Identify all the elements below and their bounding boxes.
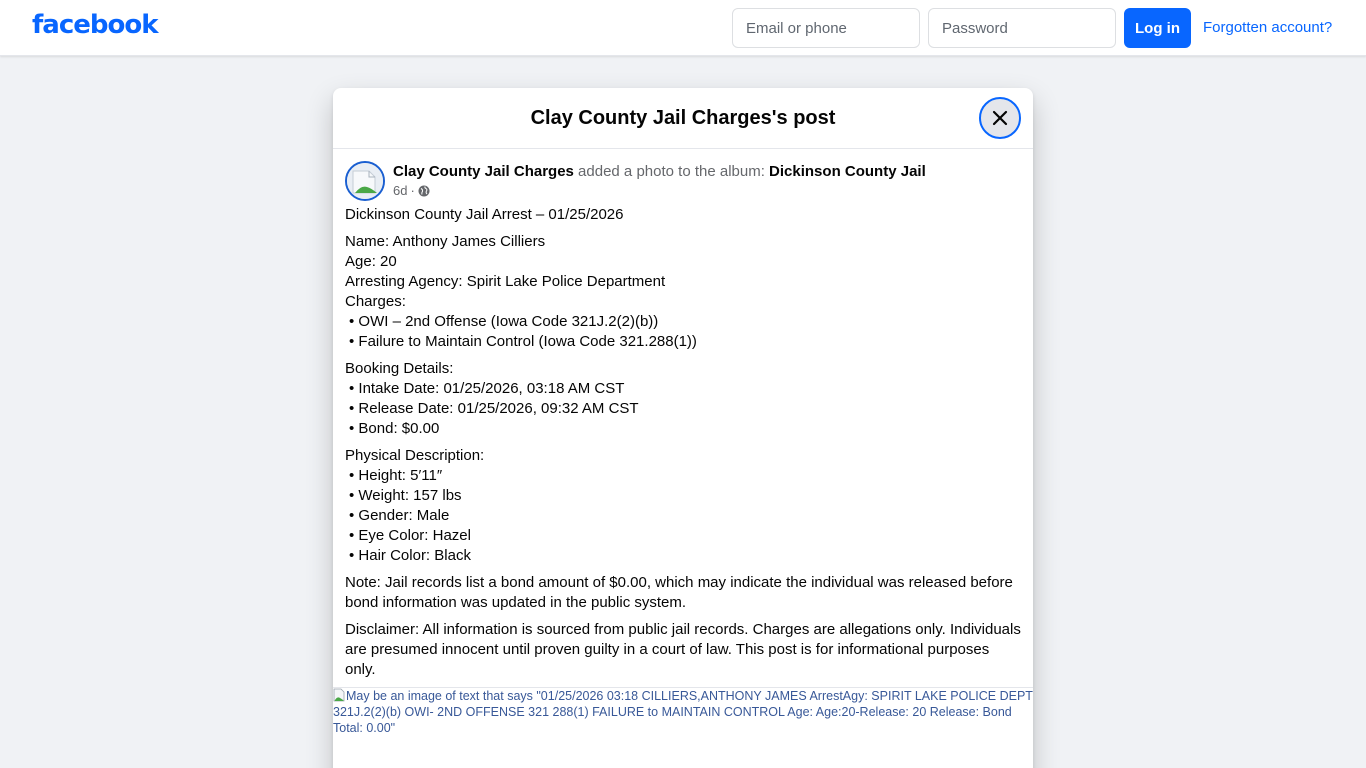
post-photo[interactable] — [333, 687, 1033, 736]
booking-item: • Intake Date: 01/25/2026, 03:18 AM CST — [349, 380, 625, 397]
detail-line: Name: Anthony James Cilliers — [345, 233, 546, 250]
email-input[interactable] — [732, 8, 920, 48]
post-time-link[interactable]: 6d — [393, 183, 408, 198]
post-note: Note: Jail records list a bond amount of $0.00, which may indicate the individual was released before bond information was updated in the public system. — [345, 574, 1013, 611]
action-text: added a photo to the album: — [573, 163, 770, 180]
physical-heading: Physical Description: — [345, 447, 485, 464]
booking-heading: Booking Details: — [345, 360, 454, 377]
author-name-link[interactable]: Clay County Jail Charges — [393, 163, 574, 180]
forgotten-account-link[interactable]: Forgotten account? — [1203, 19, 1333, 36]
dialog-header — [333, 88, 1033, 149]
post-headline: Dickinson County Jail Arrest – 01/25/2026 — [345, 206, 624, 223]
physical-item: • Hair Color: Black — [349, 547, 471, 564]
close-button[interactable] — [979, 97, 1021, 139]
physical-item: • Eye Color: Hazel — [349, 527, 471, 544]
photo-alt-text: May be an image of text that says "01/25/2026 03:18 CILLIERS,ANTHONY JAMES ArrestAgy: SPIRIT LAKE POLICE DEPT 321J.2(2)(b) OWI- 2ND OFFENSE 321 288(1) FAILURE to MAINTAIN CONTROL Age: Age:20-Release: 20 Release: Bond Total: 0.00" — [333, 689, 1033, 735]
broken-image-icon — [333, 688, 345, 702]
album-link[interactable]: Dickinson County Jail — [769, 163, 926, 180]
post-disclaimer: Disclaimer: All information is sourced from public jail records. Charges are allegations only. Individuals are presumed innocent until proven guilty in a court of law. This post is for informational purposes only. — [345, 621, 1021, 678]
booking-details — [345, 359, 1021, 439]
close-icon — [990, 108, 1010, 128]
detail-line: Arresting Agency: Spirit Lake Police Department — [345, 273, 666, 290]
post-header — [333, 149, 1033, 205]
post-attribution — [393, 162, 926, 182]
physical-item: • Weight: 157 lbs — [349, 487, 462, 504]
dialog-title: Clay County Jail Charges's post — [530, 106, 836, 129]
post-timestamp-row — [393, 183, 430, 198]
detail-line: Charges: — [345, 293, 406, 310]
broken-image-avatar-icon — [347, 163, 383, 199]
top-navigation-bar — [0, 0, 1366, 56]
charge-item: • OWI – 2nd Offense (Iowa Code 321J.2(2)(b)) — [349, 313, 659, 330]
physical-description — [345, 446, 1021, 566]
booking-item: • Bond: $0.00 — [349, 420, 440, 437]
post-text — [333, 205, 1033, 680]
avatar[interactable] — [345, 161, 385, 201]
booking-item: • Release Date: 01/25/2026, 09:32 AM CST — [349, 400, 639, 417]
arrest-details — [345, 232, 1021, 352]
post-dialog — [333, 88, 1033, 768]
physical-item: • Height: 5′11″ — [349, 467, 443, 484]
charge-item: • Failure to Maintain Control (Iowa Code 321.288(1)) — [349, 333, 697, 350]
physical-item: • Gender: Male — [349, 507, 450, 524]
separator-dot: · — [410, 183, 415, 198]
facebook-logo[interactable]: facebook — [32, 10, 158, 40]
login-button[interactable]: Log in — [1124, 8, 1191, 48]
detail-line: Age: 20 — [345, 253, 397, 270]
password-input[interactable] — [928, 8, 1116, 48]
globe-icon — [418, 185, 430, 197]
